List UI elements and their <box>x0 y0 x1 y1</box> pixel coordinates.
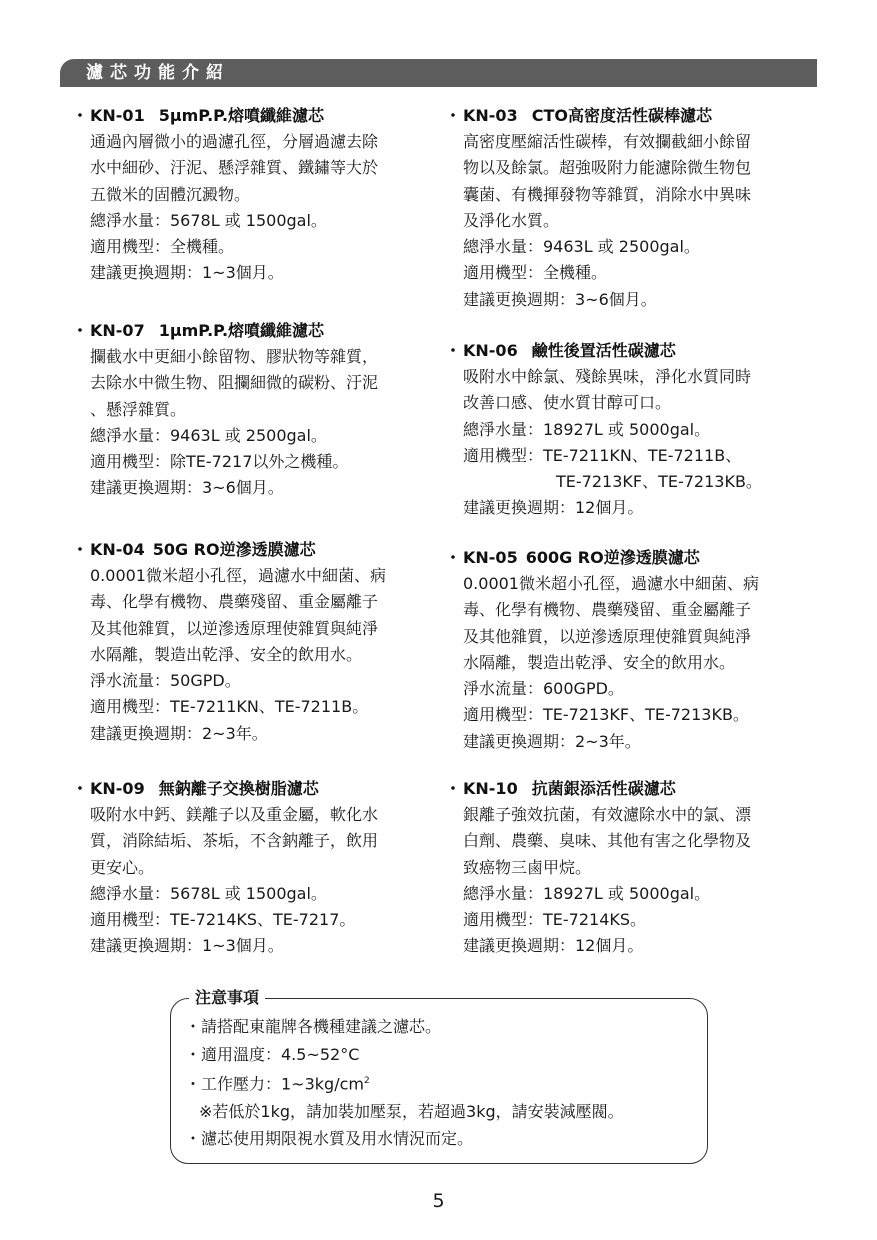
filter-name: 鹼性後置活性碳濾芯 <box>531 341 676 360</box>
filter-name: 抗菌銀添活性碳濾芯 <box>531 779 676 798</box>
filter-kn-06 <box>444 338 823 522</box>
note-item: ・請搭配東龍牌各機種建議之濾芯。 <box>185 1017 442 1036</box>
filter-kn-10 <box>444 776 823 960</box>
notes-box <box>170 988 708 1164</box>
note-item: ・工作壓力：$1\sim 3kg/cm^2$ <box>185 1074 370 1094</box>
filter-description: 0.0001微米超小孔徑，過濾水中細菌、病 毒、化學有機物、農藥殘留、重金屬離子 及其他雜質，以逆滲透原理使雜質與純淨 水隔離，製造出乾淨、安全的飲用水。 淨水流量：50GPD。 適用機型：TE-7211KN、TE-7211B。 建議更換週期：2~3年。 <box>90 566 386 743</box>
filter-description: 銀離子強效抗菌，有效濾除水中的氯、漂 白劑、農藥、臭味、其他有害之化學物及 致癌物三鹵甲烷。 總淨水量：18927L 或 5000gal。 適用機型：TE-7214KS。 建議更換週期：12個月。 <box>463 805 752 956</box>
filter-description: 攔截水中更細小餘留物、膠狀物等雜質， 去除水中微生物、阻攔細微的碳粉、汙泥 、懸浮雜質。 總淨水量：9463L 或 2500gal。 適用機型：除TE-7217以外之機種。 建議更換週期：3~6個月。 <box>90 347 379 498</box>
filter-title: ・ KN-03 CTO高密度活性碳棒濾芯 <box>444 106 712 125</box>
filter-code: KN-06 <box>463 341 518 360</box>
filter-name: 無鈉離子交換樹脂濾芯 <box>158 779 319 798</box>
filter-title: ・ KN-07 1μmP.P.熔噴纖維濾芯 <box>71 321 325 340</box>
filter-code: KN-05 <box>463 548 518 567</box>
note-item: ※若低於1kg，請加裝加壓泵，若超過3kg，請安裝減壓閥。 <box>199 1101 624 1121</box>
filter-title: ・ KN-10 抗菌銀添活性碳濾芯 <box>444 779 676 798</box>
filter-code: KN-01 <box>90 106 145 125</box>
filter-code: KN-09 <box>90 779 145 798</box>
filter-description: 吸附水中餘氯、殘餘異味，淨化水質同時 改善口感、使水質甘醇可口。 總淨水量：18927L 或 5000gal。 適用機型：TE-7211KN、TE-7211B、 TE-7213KF、TE-7213KB。 建議更換週期：12個月。 <box>463 367 762 518</box>
filter-title: ・ KN-05 600G RO逆滲透膜濾芯 <box>444 548 700 567</box>
notes-list <box>185 1013 624 1153</box>
filter-kn-04 <box>71 537 450 747</box>
filter-kn-09 <box>71 776 450 960</box>
note-item: ・適用溫度：4.5~52°C <box>185 1044 360 1064</box>
filter-description: 通過內層微小的過濾孔徑，分層過濾去除 水中細砂、汙泥、懸浮雜質、鐵鏽等大於 五微米的固體沉澱物。 總淨水量：5678L 或 1500gal。 適用機型：全機種。 建議更換週期：1~3個月。 <box>90 132 379 283</box>
filter-kn-05 <box>444 545 823 755</box>
notes-title: 注意事項 <box>189 985 265 1011</box>
filter-description: 0.0001微米超小孔徑，過濾水中細菌、病 毒、化學有機物、農藥殘留、重金屬離子 及其他雜質，以逆滲透原理使雜質與純淨 水隔離，製造出乾淨、安全的飲用水。 淨水流量：600GPD。 適用機型：TE-7213KF、TE-7213KB。 建議更換週期：2~3年。 <box>463 574 759 751</box>
filter-code: KN-04 <box>90 540 145 559</box>
filter-description: 高密度壓縮活性碳棒，有效攔截細小餘留 物以及餘氯。超強吸附力能濾除微生物包 囊菌、有機揮發物等雜質，消除水中異味 及淨化水質。 總淨水量：9463L 或 2500gal。 適用機型：全機種。 建議更換週期：3~6個月。 <box>463 132 752 309</box>
note-item: ・濾芯使用期限視水質及用水情況而定。 <box>185 1129 474 1149</box>
page-number: 5 <box>432 1190 445 1212</box>
filter-kn-01 <box>71 103 450 287</box>
filter-title: ・ KN-04 50G RO逆滲透膜濾芯 <box>71 540 316 559</box>
filter-kn-07 <box>71 318 450 502</box>
filter-code: KN-07 <box>90 321 145 340</box>
filter-description: 吸附水中鈣、鎂離子以及重金屬，軟化水 質，消除結垢、茶垢，不含鈉離子，飲用 更安心。 總淨水量：5678L 或 1500gal。 適用機型：TE-7214KS、TE-7217。 建議更換週期：1~3個月。 <box>90 805 379 956</box>
superscript-2: 2 <box>363 1076 370 1086</box>
filter-title: ・ KN-09 無鈉離子交換樹脂濾芯 <box>71 779 319 798</box>
filter-code: KN-10 <box>463 779 518 798</box>
section-header-bar <box>60 59 817 87</box>
filter-name: CTO高密度活性碳棒濾芯 <box>531 106 712 125</box>
filter-title: ・ KN-06 鹼性後置活性碳濾芯 <box>444 341 676 360</box>
section-header-title: 濾芯功能介紹 <box>86 63 230 83</box>
filter-kn-03 <box>444 103 823 313</box>
filter-name: 50G RO逆滲透膜濾芯 <box>152 540 316 559</box>
filter-name: 5μmP.P.熔噴纖維濾芯 <box>158 106 325 125</box>
filter-title: ・ KN-01 5μmP.P.熔噴纖維濾芯 <box>71 106 325 125</box>
filter-code: KN-03 <box>463 106 518 125</box>
filter-name: 600G RO逆滲透膜濾芯 <box>525 548 700 567</box>
filter-name: 1μmP.P.熔噴纖維濾芯 <box>158 321 325 340</box>
